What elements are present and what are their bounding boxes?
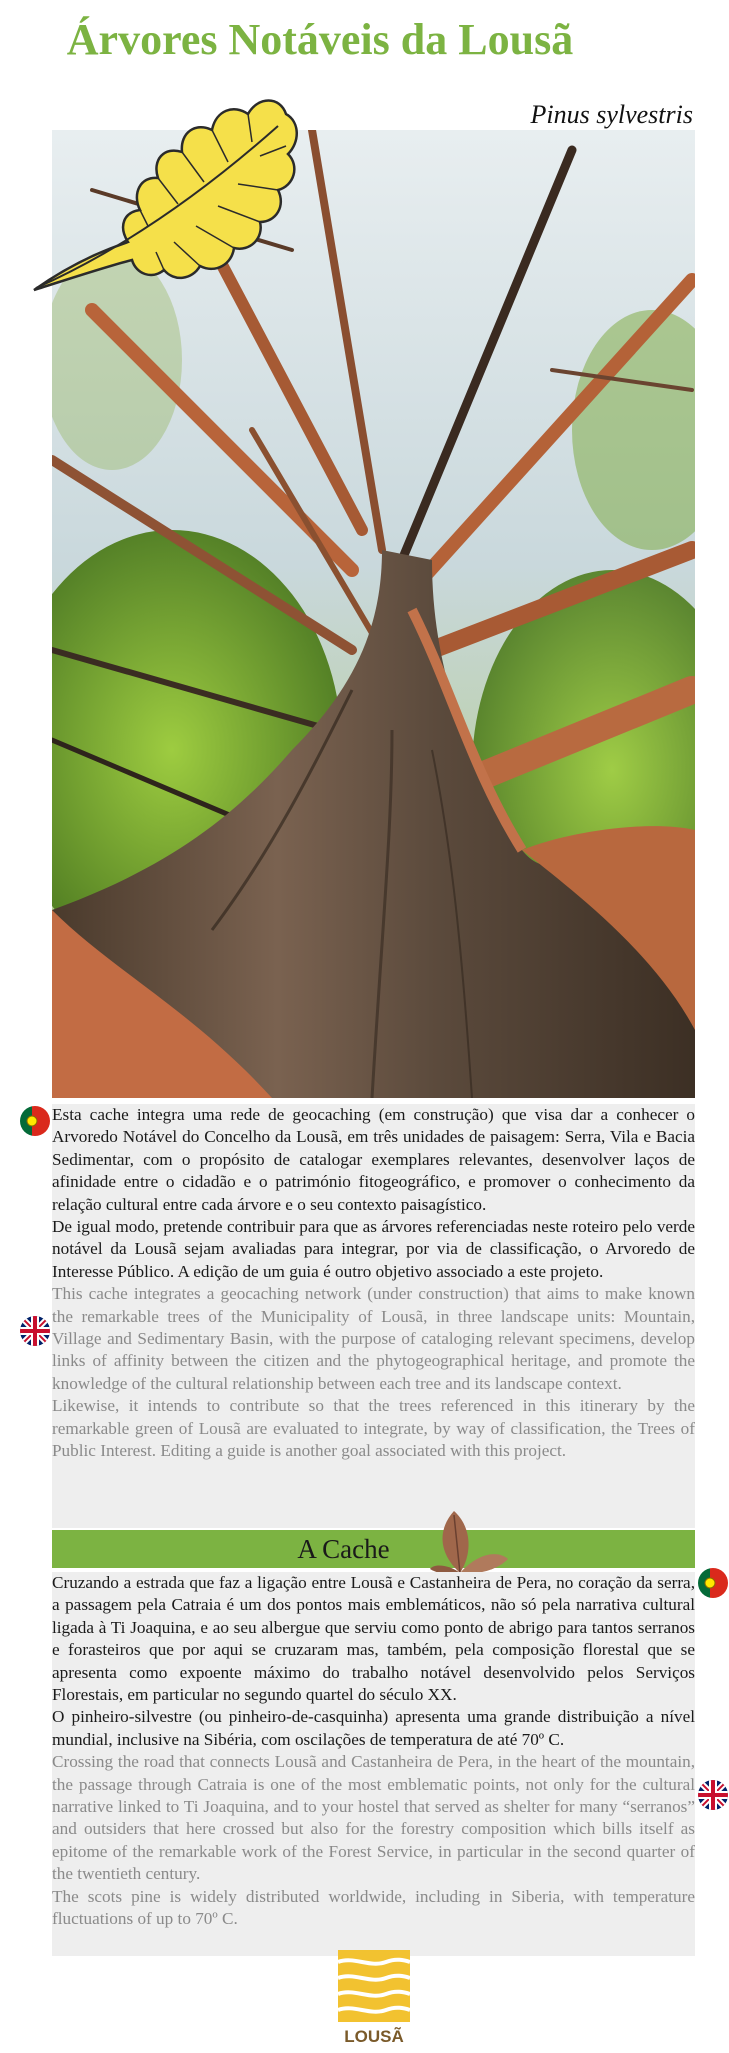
cache-en-paragraph: The scots pine is widely distributed worldwide, including in Siberia, with temperature fluctuations of up to 70º C.	[52, 1886, 695, 1929]
section-banner	[52, 1530, 695, 1568]
logo-text: LOUSÃ	[344, 2027, 404, 2046]
cache-pt-paragraph: O pinheiro-silvestre (ou pinheiro-de-casquinha) apresenta uma grande distribuição a nível mundial, inclusive na Sibéria, com oscilações de temperatura de até 70º C.	[52, 1707, 695, 1749]
intro-section	[52, 1104, 695, 1528]
portugal-flag-icon	[20, 1106, 50, 1136]
cache-section	[52, 1572, 695, 1956]
cache-pt-paragraph: Cruzando a estrada que faz a ligação entre Lousã e Castanheira de Pera, no coração da serra, a passagem pela Catraia é um dos pontos mais emblemáticos, não só pela narrativa cultural ligada à Ti Joaquina, e ao seu albergue que serviu como ponto de abrigo para tantos serranos e forasteiros que por aqui se cruzaram mas, também, pela composição florestal que se apresenta como expoente máximo do trabalho notável desenvolvido pelos Serviços Florestais, em particular no segundo quartel do século XX.	[52, 1573, 695, 1705]
intro-en-paragraph: This cache integrates a geocaching network (under construction) that aims to make known the remarkable trees of the Municipality of Lousã, in three landscape units: Mountain, Village and Sedimentary Basin, with the purpose of cataloging relevant specimens, develop links of affinity between the citizen and the phytogeographical heritage, and promote the knowledge of the cultural relationship between each tree and its landscape context.	[52, 1284, 695, 1393]
portugal-flag-icon	[698, 1568, 728, 1598]
cache-en-paragraph: Crossing the road that connects Lousã and Castanheira de Pera, in the heart of the mountain, the passage through Catraia is one of the most emblematic points, not only for the cultural narrative linked to Ti Joaquina, and to your hostel that served as shelter for many “serranos” and outsiders that here crossed but also for the forestry composition which bills itself as epitome of the remarkable work of the Forest Service, in particular in the second quarter of the twentieth century.	[52, 1752, 695, 1884]
page-title: Árvores Notáveis da Lousã	[66, 15, 574, 64]
uk-flag-icon	[20, 1316, 50, 1346]
lousa-logo	[334, 1948, 414, 2048]
species-name: Pinus sylvestris	[530, 100, 693, 129]
brown-leaves-icon	[430, 1505, 510, 1575]
intro-pt-paragraph: De igual modo, pretende contribuir para que as árvores referenciadas neste roteiro pelo verde notável da Lousã sejam avaliadas para integrar, por via de classificação, o Arvoredo de Interesse Público. A edição de um guia é outro objetivo associado a este projeto.	[52, 1217, 695, 1281]
uk-flag-icon	[698, 1780, 728, 1810]
oak-leaf-icon	[28, 66, 303, 298]
intro-en-paragraph: Likewise, it intends to contribute so that the trees referenced in this itinerary by the remarkable green of Lousã are evaluated to integrate, by way of classification, the Trees of Public Interest. Editing a guide is another goal associated with this project.	[52, 1396, 695, 1461]
section-title: A Cache	[297, 1534, 390, 1564]
intro-pt-paragraph: Esta cache integra uma rede de geocaching (em construção) que visa dar a conhecer o Arvoredo Notável do Concelho da Lousã, em três unidades de paisagem: Serra, Vila e Bacia Sedimentar, com o propósito de catalogar exemplares relevantes, desenvolver laços de afinidade entre o cidadão e o património fitogeográfico, e promover o conhecimento da relação cultural entre cada árvore e o seu contexto paisagístico.	[52, 1105, 695, 1214]
